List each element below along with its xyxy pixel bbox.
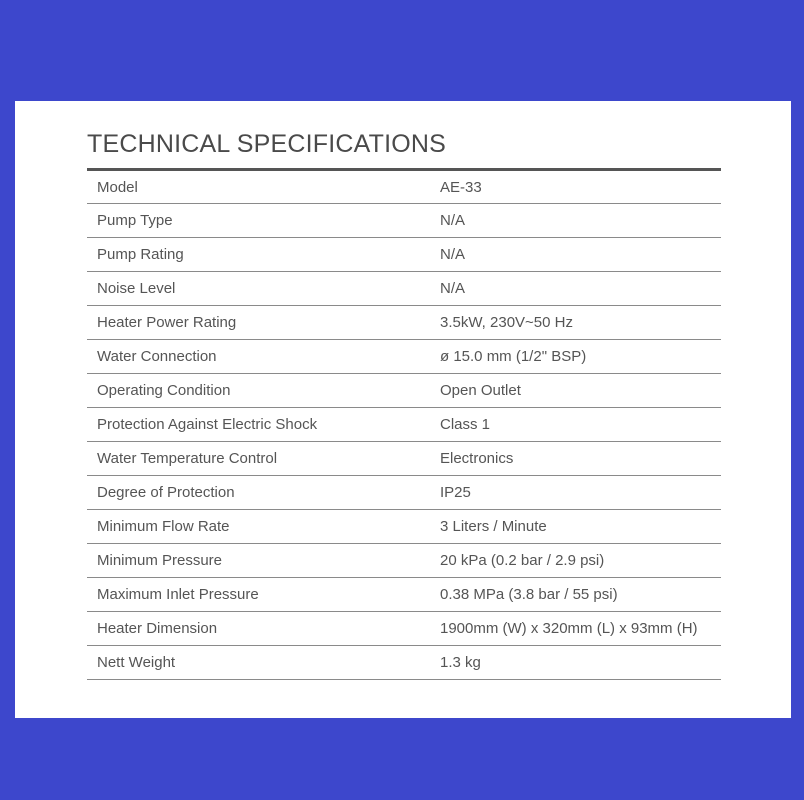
spec-value: N/A xyxy=(430,272,721,306)
table-row xyxy=(87,646,721,680)
spec-label: Water Temperature Control xyxy=(87,442,430,476)
table-row xyxy=(87,510,721,544)
table-row xyxy=(87,476,721,510)
spec-label: Minimum Flow Rate xyxy=(87,510,430,544)
spec-value: Open Outlet xyxy=(430,374,721,408)
table-row xyxy=(87,238,721,272)
spec-label: Water Connection xyxy=(87,340,430,374)
spec-value: Electronics xyxy=(430,442,721,476)
page-title: TECHNICAL SPECIFICATIONS xyxy=(87,130,447,158)
spec-label: Model xyxy=(87,170,430,204)
table-row xyxy=(87,272,721,306)
spec-table xyxy=(87,168,721,680)
spec-label: Noise Level xyxy=(87,272,430,306)
table-row xyxy=(87,204,721,238)
spec-value: Class 1 xyxy=(430,408,721,442)
spec-value: IP25 xyxy=(430,476,721,510)
table-row xyxy=(87,374,721,408)
spec-label: Minimum Pressure xyxy=(87,544,430,578)
spec-value: 1900mm (W) x 320mm (L) x 93mm (H) xyxy=(430,612,721,646)
spec-value: 1.3 kg xyxy=(430,646,721,680)
spec-value: AE-33 xyxy=(430,170,721,204)
spec-card xyxy=(15,101,791,718)
spec-label: Maximum Inlet Pressure xyxy=(87,578,430,612)
spec-label: Pump Type xyxy=(87,204,430,238)
spec-label: Degree of Protection xyxy=(87,476,430,510)
spec-label: Nett Weight xyxy=(87,646,430,680)
spec-value: N/A xyxy=(430,238,721,272)
spec-value: 3 Liters / Minute xyxy=(430,510,721,544)
table-row xyxy=(87,340,721,374)
spec-value: N/A xyxy=(430,204,721,238)
table-row xyxy=(87,408,721,442)
table-row xyxy=(87,442,721,476)
spec-label: Protection Against Electric Shock xyxy=(87,408,430,442)
spec-value: 3.5kW, 230V~50 Hz xyxy=(430,306,721,340)
spec-label: Heater Power Rating xyxy=(87,306,430,340)
table-row xyxy=(87,306,721,340)
table-row xyxy=(87,544,721,578)
spec-value: 20 kPa (0.2 bar / 2.9 psi) xyxy=(430,544,721,578)
spec-label: Operating Condition xyxy=(87,374,430,408)
spec-value: 0.38 MPa (3.8 bar / 55 psi) xyxy=(430,578,721,612)
spec-table-body xyxy=(87,170,721,680)
spec-label: Heater Dimension xyxy=(87,612,430,646)
table-row xyxy=(87,612,721,646)
table-row xyxy=(87,170,721,204)
spec-value: ø 15.0 mm (1/2" BSP) xyxy=(430,340,721,374)
spec-label: Pump Rating xyxy=(87,238,430,272)
table-row xyxy=(87,578,721,612)
